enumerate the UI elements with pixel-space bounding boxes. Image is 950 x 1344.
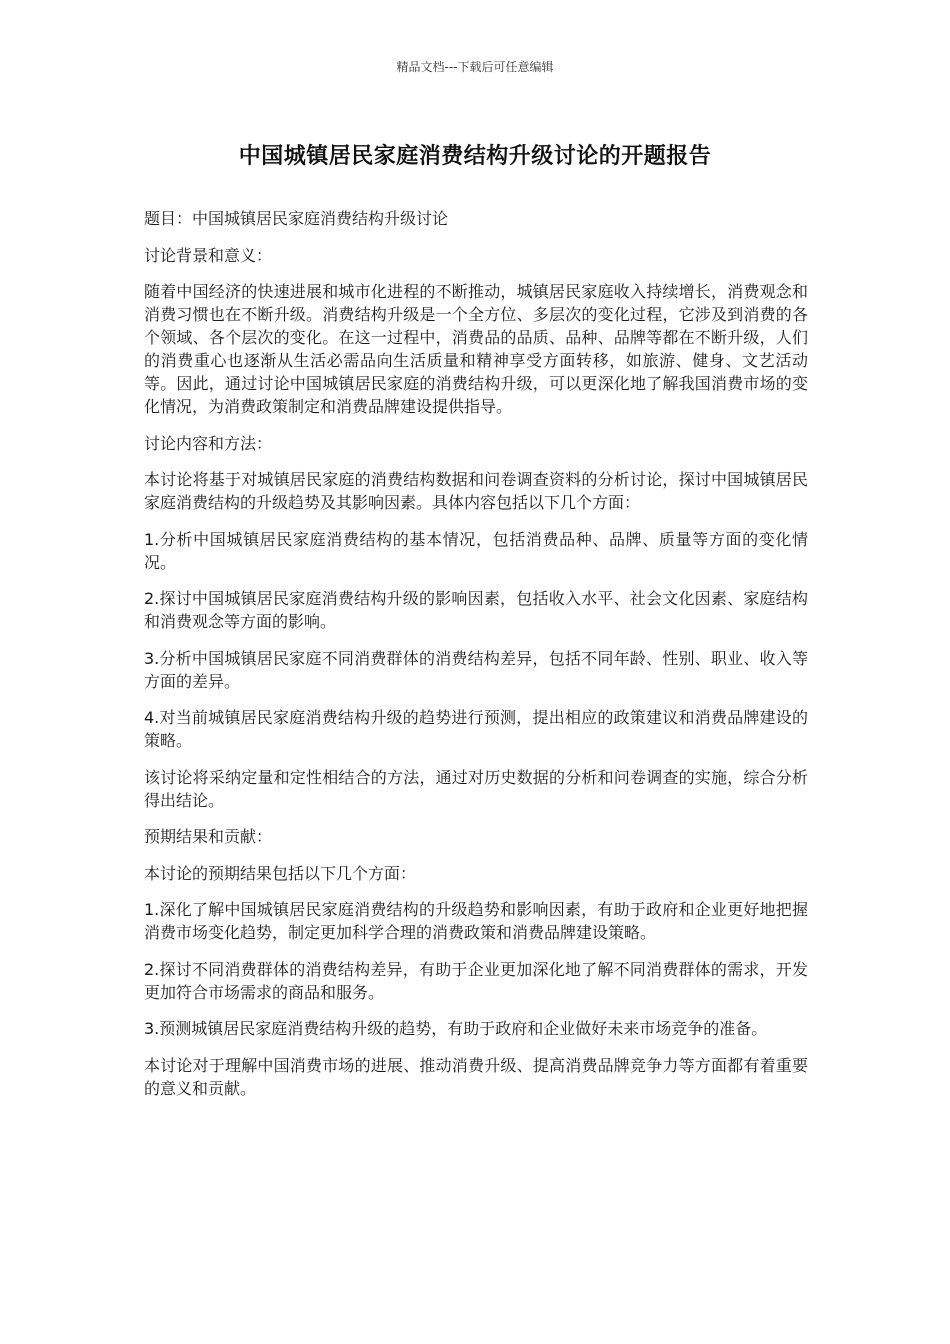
- content-item-4: 4.对当前城镇居民家庭消费结构升级的趋势进行预测，提出相应的政策建议和消费品牌建设的策略。: [144, 708, 808, 750]
- result-item-3: 3.预测城镇居民家庭消费结构升级的趋势，有助于政府和企业做好未来市场竞争的准备。: [144, 1019, 768, 1038]
- content-item-1: 1.分析中国城镇居民家庭消费结构的基本情况，包括消费品种、品牌、质量等方面的变化情况。: [144, 529, 808, 572]
- content-item-3: 3.分析中国城镇居民家庭不同消费群体的消费结构差异，包括不同年龄、性别、职业、收入等方面的差异。: [144, 648, 808, 691]
- section-heading-expected-results: 预期结果和贡献：: [144, 827, 273, 846]
- result-item-2: 2.探讨不同消费群体的消费结构差异，有助于企业更加深化地了解不同消费群体的需求，开发更加符合市场需求的商品和服务。: [144, 959, 808, 1002]
- conclusion-paragraph: 本讨论对于理解中国消费市场的进展、推动消费升级、提高消费品牌竞争力等方面都有着重要的意义和贡献。: [144, 1055, 808, 1098]
- section-heading-background: 讨论背景和意义：: [144, 245, 273, 265]
- document-body: [144, 207, 808, 1113]
- content-intro-paragraph: 本讨论将基于对城镇居民家庭的消费结构数据和问卷调查资料的分析讨论，探讨中国城镇居民家庭消费结构的升级趋势及其影响因素。具体内容包括以下几个方面：: [144, 470, 808, 512]
- header-note: 精品文档---下载后可任意编辑: [396, 60, 554, 74]
- topic-line: 题目：中国城镇居民家庭消费结构升级讨论: [144, 209, 449, 228]
- results-intro-paragraph: 本讨论的预期结果包括以下几个方面：: [144, 863, 417, 883]
- method-paragraph: 该讨论将采纳定量和定性相结合的方法，通过对历史数据的分析和问卷调查的实施，综合分析得出结论。: [144, 767, 808, 810]
- result-item-1: 1.深化了解中国城镇居民家庭消费结构的升级趋势和影响因素，有助于政府和企业更好地把握消费市场变化趋势，制定更加科学合理的消费政策和消费品牌建设策略。: [144, 900, 808, 942]
- background-paragraph: 随着中国经济的快速进展和城市化进程的不断推动，城镇居民家庭收入持续增长，消费观念和消费习惯也在不断升级。消费结构升级是一个全方位、多层次的变化过程，它涉及到消费的各个领域、各个层次的变化。在这一过程中，消费品的品质、品种、品牌等都在不断升级，人们的消费重心也逐渐从生活必需品向生活质量和精神享受方面转移，如旅游、健身、文艺活动等。因此，通过讨论中国城镇居民家庭的消费结构升级，可以更深化地了解我国消费市场的变化情况，为消费政策制定和消费品牌建设提供指导。: [144, 282, 808, 416]
- document-title: 中国城镇居民家庭消费结构升级讨论的开题报告: [238, 144, 712, 169]
- content-item-2: 2.探讨中国城镇居民家庭消费结构升级的影响因素，包括收入水平、社会文化因素、家庭结构和消费观念等方面的影响。: [144, 589, 808, 631]
- section-heading-content-method: 讨论内容和方法：: [144, 433, 273, 453]
